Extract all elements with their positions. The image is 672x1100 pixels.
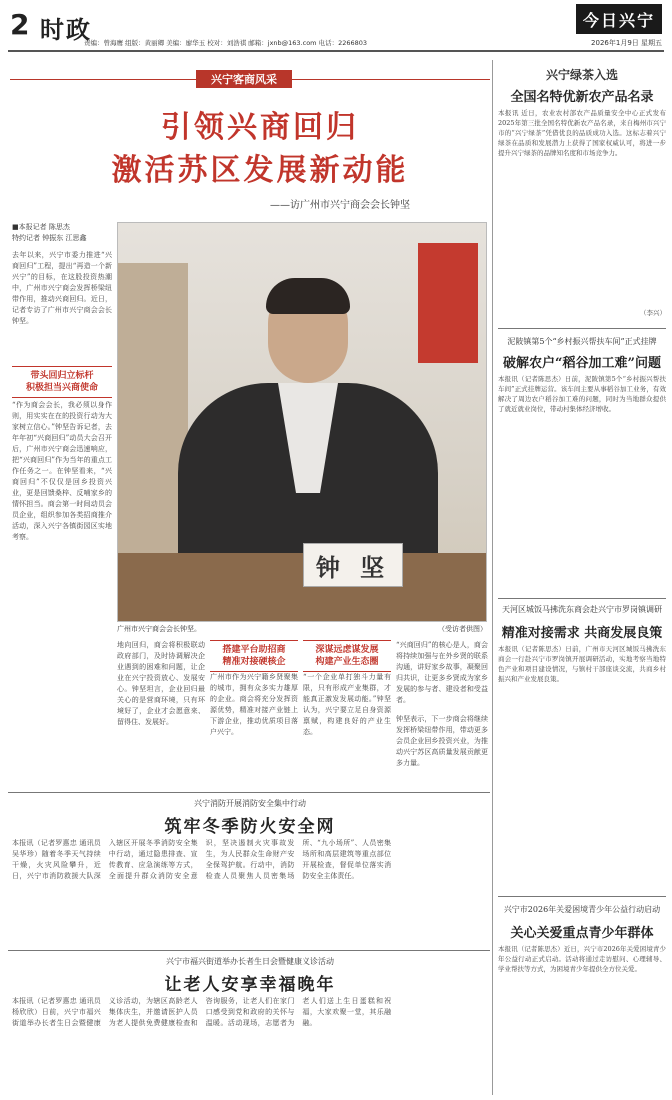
bottom-article-1-kicker: 兴宁消防开展消防安全集中行动	[194, 799, 306, 808]
page-number: 2	[10, 8, 30, 41]
bottom-article-2-body: 本报讯（记者罗惠忠 通讯员杨欣欣）日前，兴宁市福兴街道举办长者生日会暨健康义诊活动，为辖区高龄老人集体庆生，并邀请医护人员为老人提供免费健康检查和咨询服务，让老人们在家门口感受到党和政府的关怀与温暖。活动现场，志愿者为老人们送上生日蛋糕和祝福，大家欢聚一堂，其乐融融。	[12, 997, 392, 1027]
column-divider	[492, 60, 493, 1095]
right-article-1-kicker: 兴宁绿茶入选	[545, 68, 618, 82]
photo-credit: （受访者供图）	[438, 625, 487, 633]
issue-date: 2026年1月9日 星期五	[591, 39, 662, 47]
right-article-4-kicker: 兴宁市2026年关爱困境青少年公益行动启动	[503, 905, 661, 914]
photo-person-hair	[266, 278, 350, 314]
editorial-info: 责编：曾海鹰 组版：黄丽卿 美编：廖华玉 校对：刘浩祺 邮箱：jxnb@163.com 电话：2266803	[84, 39, 368, 47]
newspaper-logo: 今日兴宁	[576, 4, 662, 34]
feature-kicker: 兴宁客商风采	[196, 70, 292, 88]
right-article-1-reporter: （李兴）	[640, 309, 666, 317]
photo-caption-text: 广州市兴宁商会会长钟坚。	[117, 625, 201, 633]
feature-subheading-3: 深谋远虑谋发展 构建产业生态圈	[303, 640, 391, 672]
feature-byline: ■本报记者 陈思杰 特约记者 钟振东 江思鑫	[12, 223, 87, 242]
feature-body-col1: “作为商会会长，我必须以身作则，用实实在在的投资行动为大家树立信心。”钟坚告诉记者，去年年初“兴商回归”动员大会召开后，广州市兴宁商会迅速响应，把“兴商回归”作为当年的重点工作任务之一。在钟坚看来，“兴商回归”不仅仅是回乡投资兴业，更是回馈桑梓、反哺家乡的情怀担当。商会第一时间动员会员企业，组织参加各类招商推介活动，深入兴宁各镇街园区实地考察。	[12, 401, 112, 541]
photo-flag	[418, 243, 478, 363]
feature-body-col2: 地向回归，商会将积极联动政府部门，及时协调解决企业遇到的困难和问题，让企业在兴宁投资放心、发展安心。钟坚坦言，企业回归最关心的是营商环境，只有环境好了，企业才会愿意来、留得住、发展好。	[117, 641, 205, 726]
right-article-1-body: 本报讯 近日，农业农村部农产品质量安全中心正式发布2025年第三批全国名特优新农产品名录，来自梅州市兴宁市的“兴宁绿茶”凭借优良的品质成功入选。这标志着兴宁绿茶在品质和发展潜力上获得了国家权威认可，将进一步提升兴宁绿茶的品牌知名度和市场竞争力。	[498, 109, 666, 157]
right-divider-3	[498, 896, 666, 897]
feature-headline-line2: 激活苏区发展新动能	[111, 153, 409, 188]
feature-subhead: ——访广州市兴宁商会会长钟坚	[270, 200, 410, 211]
right-article-2-kicker: 泥陂镇第5个“乡村振兴帮扶车间”正式挂牌	[507, 337, 657, 346]
bottom-article-2-title: 让老人安享幸福晚年	[164, 975, 336, 995]
right-article-2-title: 破解农户“稻谷加工难”问题	[503, 356, 661, 371]
bottom-article-1-body: 本报讯（记者罗惠忠 通讯员吴华珍）随着冬季天气持续干燥，火灾风险攀升，近日，兴宁市消防救援大队深入辖区开展冬季消防安全集中行动，通过隐患排查、宣传教育、应急演练等方式，全面提升群众消防安全意识，坚决遏制火灾事故发生，为人民群众生命财产安全保驾护航。行动中，消防检查人员聚焦人员密集场所、“九小场所”、人员密集场所和高层建筑等重点部位开展检查，督促单位落实消防安全主体责任。	[12, 839, 392, 880]
bottom-divider-2	[8, 950, 490, 951]
feature-subheading-2: 搭建平台助招商 精准对接硬核企	[210, 640, 298, 672]
photo-caption	[117, 624, 487, 634]
feature-body-col5: “兴商回归”的核心是人，商会将持续加强与在外乡贤的联系沟通，讲好家乡故事，凝聚回归共识，让更多乡贤成为家乡发展的参与者、建设者和受益者。	[396, 641, 488, 704]
right-divider-2	[498, 598, 666, 599]
feature-lede: 去年以来，兴宁市委力推进“兴商回归”工程，提出“再造一个新兴宁”的目标，在这股投资热潮中，广州市兴宁商会发挥桥梁纽带作用，推动兴商回归。近日，记者专访了广州市兴宁商会会长钟坚。	[12, 251, 112, 325]
feature-body-col4: “一个企业单打独斗力量有限，只有形成产业集群，才能真正激发发展动能。”钟坚认为，兴宁要立足自身资源禀赋，构建良好的产业生态。	[303, 673, 391, 736]
right-article-4-body: 本报讯（记者陈思杰）近日，兴宁市2026年关爱困境青少年公益行动正式启动。活动将通过走访慰问、心理辅导、学业帮扶等方式，为困境青少年提供全方位关爱。	[498, 945, 666, 973]
feature-headline-line1: 引领兴商回归	[161, 110, 359, 145]
bottom-divider-1	[8, 792, 490, 793]
right-article-4-title: 关心关爱重点青少年群体	[510, 926, 654, 941]
bottom-article-1-title: 筑牢冬季防火安全网	[164, 817, 336, 837]
section-title: 时政	[40, 16, 92, 44]
feature-subheading-1: 带头回归立标杆 积极担当兴商使命	[12, 366, 112, 398]
right-article-3-kicker: 天河区城饭马拂洗东商会赴兴宁市罗岗镇调研	[502, 605, 662, 614]
photo-nameplate: 钟 坚	[303, 543, 403, 587]
header-divider	[8, 50, 664, 52]
right-article-1-title: 全国名特优新农产品名录	[510, 90, 654, 105]
feature-body-col3: 广州市作为兴宁籍乡贤聚集的城市，拥有众多实力雄厚的企业。商会将充分发挥资源优势，精准对接产业链上下游企业，推动优质项目落户兴宁。	[210, 673, 298, 736]
right-divider-1	[498, 328, 666, 329]
right-article-2-body: 本报讯（记者陈思杰）日前，泥陂镇第5个“乡村振兴帮扶车间”正式挂牌运营。该车间主要从事稻谷加工业务，有效解决了周边农户稻谷加工难的问题，同时为当地群众提供了就近就业岗位，带动村集体经济增收。	[498, 375, 666, 413]
feature-body-col6: 钟坚表示，下一步商会将继续发挥桥梁纽带作用，带动更多会员企业回乡投资兴业，为推动兴宁苏区高质量发展贡献更多力量。	[396, 715, 488, 767]
bottom-article-2-kicker: 兴宁市福兴街道举办长者生日会暨健康义诊活动	[166, 957, 334, 966]
right-article-3-body: 本报讯（记者陈思杰）日前，广州市天河区城饭马拂洗东商会一行赴兴宁市罗岗镇开展调研活动，实地考察当地特色产业和项目建设情况，与镇村干部座谈交流，共商乡村振兴和产业发展良策。	[498, 645, 666, 683]
right-article-3-title: 精准对接需求 共商发展良策	[501, 626, 663, 641]
feature-photo	[117, 222, 487, 622]
